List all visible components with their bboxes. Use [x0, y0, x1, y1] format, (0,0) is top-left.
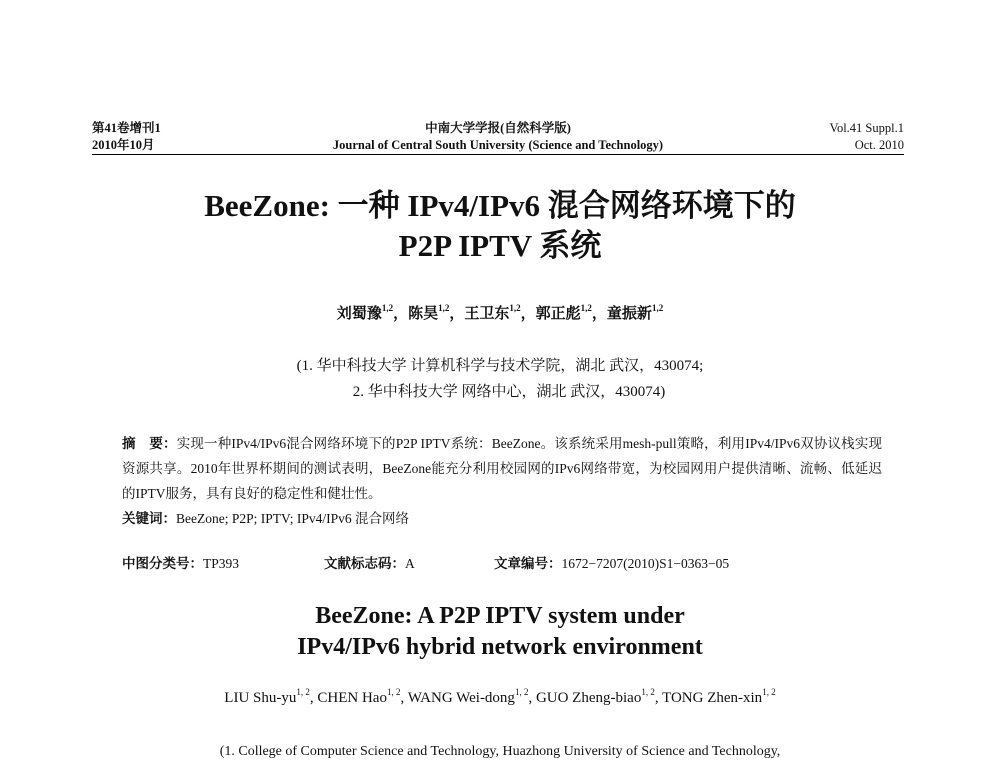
keywords-text: BeeZone; P2P; IPTV; IPv4/IPv6 混合网络: [176, 511, 410, 526]
affiliations-cn: [0, 353, 1000, 405]
volume-text: 第41卷增刊1: [92, 121, 161, 135]
clc-label: 中图分类号：: [122, 556, 203, 571]
keywords-label: 关键词：: [122, 511, 176, 526]
header-rule: [92, 154, 904, 155]
volume-en: [830, 120, 904, 154]
author-list-cn: 刘蜀豫$^{1,2}$，陈昊$^{1,2}$，王卫东$^{1,2}$，郭正彪$^{1,2}$，童振新$^{1,2}$: [336, 303, 664, 322]
volume-en-text: Vol.41 Suppl.1: [829, 121, 904, 135]
affiliation-cn-line1: (1. 华中科技大学 计算机科学与技术学院，湖北 武汉，430074;: [296, 358, 704, 374]
date-en-text: Oct. 2010: [854, 138, 904, 152]
abstract-cn: [122, 431, 882, 531]
author: LIU Shu-yu$^{1, 2}$: [224, 687, 310, 706]
clc-value: TP393: [203, 556, 240, 571]
article-value: 1672−7207(2010)S1−0363−05: [561, 556, 730, 571]
author-affiliation-mark: 1,2: [580, 303, 592, 313]
abstract-label: 摘 要：: [122, 436, 177, 451]
article-label: 文章编号：: [494, 556, 562, 571]
abstract-text: 实现一种IPv4/IPv6混合网络环境下的P2P IPTV系统：BeeZone。该系统采用mesh-pull策略，利用IPv4/IPv6双协议栈实现资源共享。2010年世界杯期间的测试表明，BeeZone能充分利用校园网的IPv6网络带宽，为校园网用户提供清晰、流畅、低延迟的IPTV服务，具有良好的稳定性和健壮性。: [122, 436, 883, 501]
author-affiliation-mark: 1, 2: [514, 687, 529, 697]
author-affiliation-mark: 1,2: [438, 303, 450, 313]
author-affiliation-mark: 1, 2: [296, 687, 310, 697]
title-cn-line2: P2P IPTV 系统: [398, 228, 602, 263]
journal-name-en: Journal of Central South University (Science and Technology): [332, 138, 664, 152]
date-cn-text: 2010年10月: [92, 138, 155, 152]
author-affiliation-mark: 1,2: [381, 303, 394, 313]
title-cn-line1: BeeZone: 一种 IPv4/IPv6 混合网络环境下的: [204, 188, 796, 223]
clc-code: [122, 552, 239, 572]
author-affiliation-mark: 1, 2: [386, 687, 401, 697]
article-number: [494, 552, 729, 572]
document-code: [324, 552, 415, 572]
author: GUO Zheng-biao$^{1, 2}$: [535, 687, 655, 706]
title-en-line2: IPv4/IPv6 hybrid network environment: [297, 634, 703, 660]
author: 刘蜀豫$^{1,2}$: [336, 303, 394, 322]
journal-name-cn: 中南大学学报(自然科学版): [425, 121, 571, 135]
doc-label: 文献标志码：: [324, 556, 405, 571]
paper-title-en: [0, 601, 1000, 663]
author: CHEN Hao$^{1, 2}$: [317, 687, 401, 706]
author-affiliation-mark: 1,2: [509, 303, 521, 313]
title-en-line1: BeeZone: A P2P IPTV system under: [315, 603, 685, 629]
author: 郭正彪$^{1,2}$: [535, 303, 592, 322]
author: 王卫东$^{1,2}$: [464, 303, 521, 322]
author-affiliation-mark: 1, 2: [641, 687, 655, 697]
author: 陈昊$^{1,2}$: [408, 303, 450, 322]
affiliation-cn-line2: 2. 华中科技大学 网络中心，湖北 武汉，430074): [352, 384, 666, 400]
author-list-en: LIU Shu-yu$^{1, 2}$, CHEN Hao$^{1, 2}$, WANG Wei-dong$^{1, 2}$, GUO Zheng-biao$^{1, 2}$, TONG Zhen-xin$^{1, 2}$: [224, 687, 776, 706]
paper-title-cn: [0, 186, 1000, 266]
journal-name: [92, 120, 904, 154]
author: TONG Zhen-xin$^{1, 2}$: [662, 687, 776, 706]
affiliation-en-line1: (1. College of Computer Science and Technology, Huazhong University of Science and Technology,: [219, 744, 781, 759]
author-affiliation-mark: 1,2: [651, 303, 664, 313]
doc-value: A: [405, 556, 415, 571]
author-affiliation-mark: 1, 2: [762, 687, 776, 697]
author: WANG Wei-dong$^{1, 2}$: [407, 687, 529, 706]
keywords-cn: [122, 506, 882, 531]
author: 童振新$^{1,2}$: [606, 303, 664, 322]
